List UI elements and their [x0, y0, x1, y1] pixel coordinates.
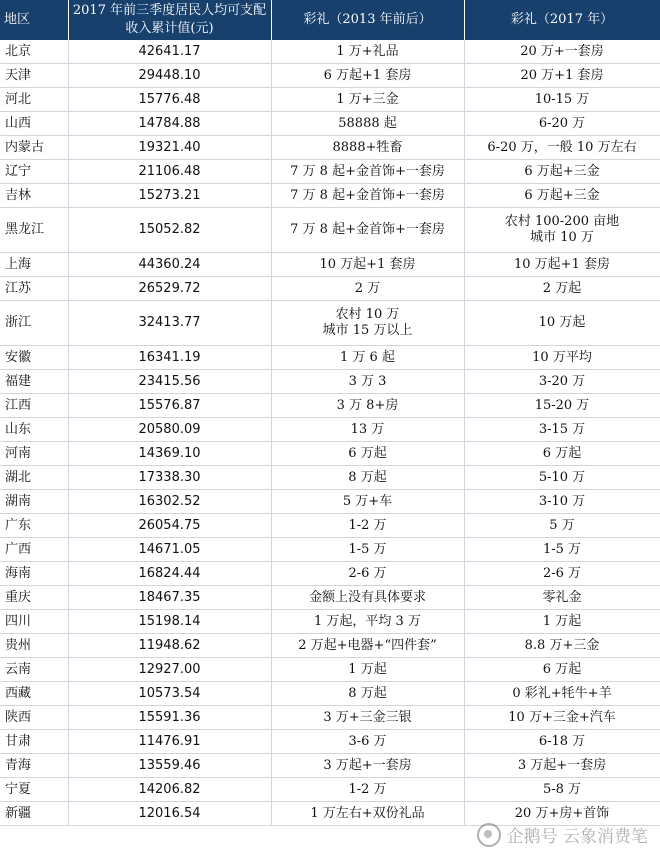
bride-price-2017-cell: 农村 100-200 亩地 城市 10 万 — [464, 208, 660, 253]
bride-price-2013-cell: 6 万起+1 套房 — [271, 64, 464, 88]
bride-price-2013-cell: 2 万起+电器+“四件套” — [271, 634, 464, 658]
table-row — [0, 514, 660, 538]
bride-price-2017-cell: 3-10 万 — [464, 490, 660, 514]
table-row — [0, 370, 660, 394]
header-bride-price-2013: 彩礼（2013 年前后） — [271, 0, 464, 40]
table-row — [0, 346, 660, 370]
table-row — [0, 64, 660, 88]
bride-price-2013-cell: 3 万 3 — [271, 370, 464, 394]
region-cell: 湖北 — [0, 466, 68, 490]
income-cell: 26054.75 — [68, 514, 271, 538]
bride-price-2017-cell: 10 万+三金+汽车 — [464, 706, 660, 730]
income-cell: 16824.44 — [68, 562, 271, 586]
bride-price-2013-cell: 1 万+三金 — [271, 88, 464, 112]
bride-price-2017-cell: 5-10 万 — [464, 466, 660, 490]
bride-price-2017-cell: 零礼金 — [464, 586, 660, 610]
bride-price-2017-cell: 5-8 万 — [464, 778, 660, 802]
bride-price-2013-cell: 1-5 万 — [271, 538, 464, 562]
bride-price-2013-cell: 58888 起 — [271, 112, 464, 136]
header-region: 地区 — [0, 0, 68, 40]
bride-price-2013-cell: 7 万 8 起+金首饰+一套房 — [271, 184, 464, 208]
income-cell: 11948.62 — [68, 634, 271, 658]
region-cell: 陕西 — [0, 706, 68, 730]
table-header-row — [0, 0, 660, 40]
bride-price-2013-cell: 3 万+三金三银 — [271, 706, 464, 730]
bride-price-2013-cell: 1-2 万 — [271, 514, 464, 538]
table-row — [0, 658, 660, 682]
region-cell: 湖南 — [0, 490, 68, 514]
region-cell: 海南 — [0, 562, 68, 586]
bride-price-2017-cell: 5 万 — [464, 514, 660, 538]
bride-price-2017-cell: 15-20 万 — [464, 394, 660, 418]
income-cell: 44360.24 — [68, 253, 271, 277]
region-cell: 河北 — [0, 88, 68, 112]
bride-price-2017-cell: 6-20 万，一般 10 万左右 — [464, 136, 660, 160]
bride-price-2017-cell: 1 万起 — [464, 610, 660, 634]
bride-price-2017-cell: 10 万起 — [464, 301, 660, 346]
bride-price-2013-cell: 2-6 万 — [271, 562, 464, 586]
bride-price-2017-cell: 3-20 万 — [464, 370, 660, 394]
table-row — [0, 562, 660, 586]
table-row — [0, 706, 660, 730]
bride-price-2017-cell: 6 万起+三金 — [464, 184, 660, 208]
income-cell: 19321.40 — [68, 136, 271, 160]
table-row — [0, 442, 660, 466]
table-row — [0, 418, 660, 442]
income-cell: 17338.30 — [68, 466, 271, 490]
region-cell: 云南 — [0, 658, 68, 682]
table-row — [0, 586, 660, 610]
region-cell: 山西 — [0, 112, 68, 136]
income-cell: 32413.77 — [68, 301, 271, 346]
region-cell: 安徽 — [0, 346, 68, 370]
region-cell: 浙江 — [0, 301, 68, 346]
bride-price-2013-cell: 1 万起 — [271, 658, 464, 682]
bride-price-2013-cell: 6 万起 — [271, 442, 464, 466]
bride-price-2017-cell: 10-15 万 — [464, 88, 660, 112]
region-cell: 内蒙古 — [0, 136, 68, 160]
income-cell: 20580.09 — [68, 418, 271, 442]
bride-price-2013-cell: 8888+牲畜 — [271, 136, 464, 160]
region-cell: 甘肃 — [0, 730, 68, 754]
bride-price-2017-cell: 6 万起 — [464, 658, 660, 682]
region-cell: 河南 — [0, 442, 68, 466]
table-row — [0, 253, 660, 277]
income-cell: 15198.14 — [68, 610, 271, 634]
table-row — [0, 208, 660, 253]
bride-price-2013-cell: 3 万 8+房 — [271, 394, 464, 418]
region-cell: 新疆 — [0, 802, 68, 826]
table-row — [0, 490, 660, 514]
income-cell: 12927.00 — [68, 658, 271, 682]
bride-price-2013-cell: 1 万 6 起 — [271, 346, 464, 370]
income-cell: 21106.48 — [68, 160, 271, 184]
income-cell: 14369.10 — [68, 442, 271, 466]
income-cell: 29448.10 — [68, 64, 271, 88]
bride-price-2017-cell: 20 万+1 套房 — [464, 64, 660, 88]
table-row — [0, 730, 660, 754]
region-cell: 西藏 — [0, 682, 68, 706]
income-cell: 16302.52 — [68, 490, 271, 514]
table-row — [0, 538, 660, 562]
bride-price-2017-cell: 10 万平均 — [464, 346, 660, 370]
income-cell: 13559.46 — [68, 754, 271, 778]
bride-price-2017-cell: 8.8 万+三金 — [464, 634, 660, 658]
income-cell: 16341.19 — [68, 346, 271, 370]
bride-price-2017-cell: 6-18 万 — [464, 730, 660, 754]
region-cell: 北京 — [0, 40, 68, 64]
bride-price-2017-cell: 20 万+一套房 — [464, 40, 660, 64]
income-cell: 10573.54 — [68, 682, 271, 706]
income-cell: 14784.88 — [68, 112, 271, 136]
table-row — [0, 754, 660, 778]
income-cell: 23415.56 — [68, 370, 271, 394]
bride-price-2013-cell: 7 万 8 起+金首饰+一套房 — [271, 208, 464, 253]
bride-price-2017-cell: 2-6 万 — [464, 562, 660, 586]
region-cell: 上海 — [0, 253, 68, 277]
bride-price-2013-cell: 5 万+车 — [271, 490, 464, 514]
table-row — [0, 277, 660, 301]
income-cell: 15776.48 — [68, 88, 271, 112]
table-row — [0, 184, 660, 208]
table-row — [0, 88, 660, 112]
bride-price-2017-cell: 6 万起+三金 — [464, 160, 660, 184]
income-cell: 15052.82 — [68, 208, 271, 253]
bride-price-2013-cell: 2 万 — [271, 277, 464, 301]
bride-price-2017-cell: 3-15 万 — [464, 418, 660, 442]
table-row — [0, 466, 660, 490]
region-cell: 天津 — [0, 64, 68, 88]
bride-price-2017-cell: 0 彩礼+牦牛+羊 — [464, 682, 660, 706]
bride-price-2013-cell: 10 万起+1 套房 — [271, 253, 464, 277]
bride-price-2013-cell: 1 万起，平均 3 万 — [271, 610, 464, 634]
bride-price-2013-cell: 8 万起 — [271, 466, 464, 490]
table-row — [0, 682, 660, 706]
income-cell: 14671.05 — [68, 538, 271, 562]
table-row — [0, 394, 660, 418]
bride-price-2013-cell: 8 万起 — [271, 682, 464, 706]
region-cell: 黑龙江 — [0, 208, 68, 253]
income-cell: 18467.35 — [68, 586, 271, 610]
region-cell: 辽宁 — [0, 160, 68, 184]
table-row — [0, 778, 660, 802]
bride-price-2013-cell: 3 万起+一套房 — [271, 754, 464, 778]
bride-price-2013-cell: 3-6 万 — [271, 730, 464, 754]
table-row — [0, 40, 660, 64]
bride-price-2017-cell: 10 万起+1 套房 — [464, 253, 660, 277]
table-row — [0, 112, 660, 136]
income-cell: 15576.87 — [68, 394, 271, 418]
region-cell: 广西 — [0, 538, 68, 562]
table-row — [0, 634, 660, 658]
income-cell: 11476.91 — [68, 730, 271, 754]
income-cell: 14206.82 — [68, 778, 271, 802]
bride-price-2013-cell: 7 万 8 起+金首饰+一套房 — [271, 160, 464, 184]
bride-price-2013-cell: 1-2 万 — [271, 778, 464, 802]
income-cell: 12016.54 — [68, 802, 271, 826]
table-row — [0, 610, 660, 634]
region-cell: 重庆 — [0, 586, 68, 610]
bride-price-2017-cell: 1-5 万 — [464, 538, 660, 562]
region-cell: 四川 — [0, 610, 68, 634]
bride-price-2017-cell: 20 万+房+首饰 — [464, 802, 660, 826]
region-cell: 山东 — [0, 418, 68, 442]
penguin-logo-icon — [477, 823, 501, 847]
bride-price-2013-cell: 13 万 — [271, 418, 464, 442]
table-row — [0, 301, 660, 346]
table-row — [0, 136, 660, 160]
table-row — [0, 160, 660, 184]
bride-price-2013-cell: 农村 10 万 城市 15 万以上 — [271, 301, 464, 346]
income-cell: 42641.17 — [68, 40, 271, 64]
region-cell: 吉林 — [0, 184, 68, 208]
region-cell: 福建 — [0, 370, 68, 394]
bride-price-2017-cell: 6-20 万 — [464, 112, 660, 136]
income-cell: 15273.21 — [68, 184, 271, 208]
bride-price-2017-cell: 2 万起 — [464, 277, 660, 301]
header-bride-price-2017: 彩礼（2017 年） — [464, 0, 660, 40]
watermark — [477, 822, 648, 847]
bride-price-2017-cell: 3 万起+一套房 — [464, 754, 660, 778]
watermark-text: 企鹅号 云象消费笔 — [506, 827, 648, 847]
region-cell: 江西 — [0, 394, 68, 418]
table-body — [0, 40, 660, 826]
bride-price-2017-cell: 6 万起 — [464, 442, 660, 466]
bride-price-2013-cell: 1 万+礼品 — [271, 40, 464, 64]
income-cell: 15591.36 — [68, 706, 271, 730]
income-cell: 26529.72 — [68, 277, 271, 301]
header-income: 2017 年前三季度居民人均可支配收入累计值(元) — [68, 0, 271, 40]
region-cell: 广东 — [0, 514, 68, 538]
bride-price-2013-cell: 1 万左右+双份礼品 — [271, 802, 464, 826]
region-cell: 青海 — [0, 754, 68, 778]
region-cell: 江苏 — [0, 277, 68, 301]
region-cell: 贵州 — [0, 634, 68, 658]
region-cell: 宁夏 — [0, 778, 68, 802]
bride-price-2013-cell: 金额上没有具体要求 — [271, 586, 464, 610]
